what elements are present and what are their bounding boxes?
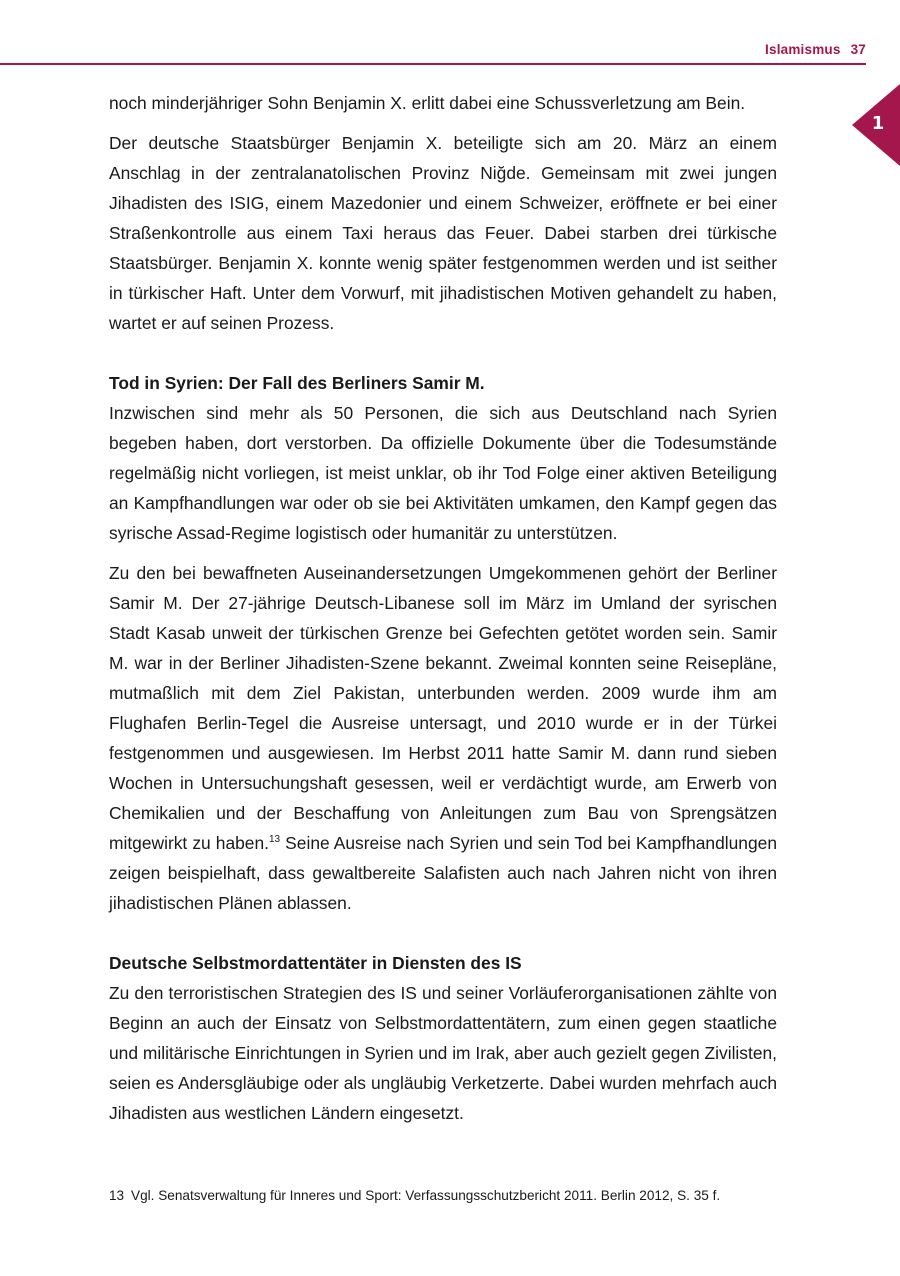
paragraph xyxy=(109,558,777,918)
header-rule xyxy=(0,63,866,65)
chapter-number: 1 xyxy=(871,113,885,134)
paragraph: Zu den terroristischen Strategien des IS und seiner Vorläuferorganisationen zählte von Beginn an auch der Einsatz von Selbstmordattentätern, zum einen gegen staatliche und militärische Einrichtungen in Syrien und im Irak, aber auch gezielt gegen Zivilisten, seien es Andersgläubige oder als ungläubig Verketzerte. Dabei wurden mehrfach auch Jihadisten aus westlichen Ländern eingesetzt. xyxy=(109,983,777,1123)
footnote-number: 13 xyxy=(109,1188,125,1203)
page-number: 37 xyxy=(850,42,866,57)
running-header xyxy=(765,42,866,57)
paragraph-text: Seine Ausreise nach Syrien und sein Tod bei Kampfhandlungen zeigen beispielhaft, dass gewaltbereite Salafisten auch nach Jahren nicht von ihren jihadistischen Plänen ablassen. xyxy=(109,833,777,913)
paragraph-text: Zu den bei bewaffneten Auseinandersetzungen Umgekommenen gehört der Berliner Samir M. Der 27-jährige Deutsch-Libanese soll im März im Umland der syrischen Stadt Kasab unweit der türkischen Grenze bei Gefechten getötet worden sein. Samir M. war in der Berliner Jihadisten-Szene bekannt. Zweimal konnten seine Reisepläne, mutmaßlich mit dem Ziel Pakistan, unterbunden werden. 2009 wurde ihm am Flughafen Berlin-Tegel die Ausreise untersagt, und 2010 wurde er in der Türkei festgenommen und ausgewiesen. Im Herbst 2011 hatte Samir M. dann rund sieben Wochen in Untersuchungshaft gesessen, weil er verdächtigt wurde, am Erwerb von Chemikalien und der Beschaffung von Anleitungen zum Bau von Sprengsätzen mitgewirkt zu haben. xyxy=(109,563,777,853)
section-title: Islamismus xyxy=(765,42,841,57)
paragraph: Inzwischen sind mehr als 50 Personen, die sich aus Deutschland nach Syrien begeben haben, dort verstorben. Da offizielle Dokumente über die Todesumstände regelmäßig nicht vorliegen, ist meist unklar, ob ihr Tod Folge einer aktiven Beteiligung an Kampfhandlungen war oder ob sie bei Aktivitäten umkamen, den Kampf gegen das syrische Assad-Regime logistisch oder humanitär zu unterstützen. xyxy=(109,403,777,543)
paragraph: noch minderjähriger Sohn Benjamin X. erlitt dabei eine Schussverletzung am Bein. xyxy=(109,93,746,113)
paragraph: Der deutsche Staatsbürger Benjamin X. beteiligte sich am 20. März an einem Anschlag in der zentralanatolischen Provinz Niğde. Gemeinsam mit zwei jungen Jihadisten des ISIG, einem Mazedonier und einem Schweizer, eröffnete er bei einer Straßenkontrolle aus einem Taxi heraus das Feuer. Dabei starben drei türkische Staatsbürger. Benjamin X. konnte wenig später festgenommen werden und ist seither in türkischer Haft. Unter dem Vorwurf, mit jihadistischen Motiven gehandelt zu haben, wartet er auf seinen Prozess. xyxy=(109,133,777,333)
footnote-reference[interactable]: 13 xyxy=(268,834,281,845)
footnote-text: Vgl. Senatsverwaltung für Inneres und Sport: Verfassungsschutzbericht 2011. Berlin 2012, S. 35 f. xyxy=(131,1188,721,1203)
section-heading: Deutsche Selbstmordattentäter in Diensten des IS xyxy=(109,953,522,973)
section-heading: Tod in Syrien: Der Fall des Berliners Samir M. xyxy=(109,373,485,393)
footnote xyxy=(109,1186,809,1206)
page-body xyxy=(109,88,777,1138)
